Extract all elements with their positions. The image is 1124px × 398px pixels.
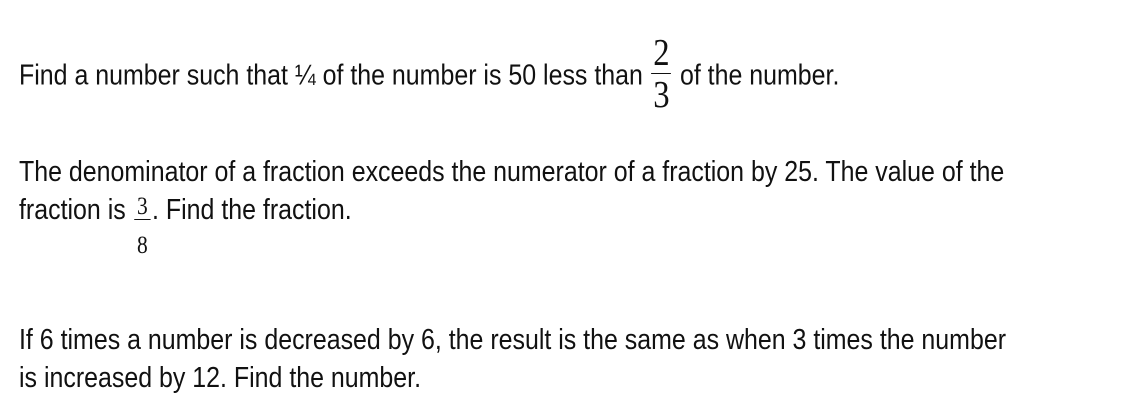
fraction-numerator: 2 [653,32,670,74]
problem-3 [19,321,1006,397]
fraction-three-eighths [134,195,150,258]
problem-2-text-before: fraction is [19,194,126,226]
problem-2-text-after: . Find the fraction. [152,194,352,226]
problem-1-text-before: Find a number such that ¼ of the number is 50 less than [19,59,643,92]
problem-1 [19,32,840,117]
fraction-denominator: 8 [136,232,148,259]
fraction-two-thirds [652,34,672,114]
problem-2-line-1: The denominator of a fraction exceeds the numerator of a fraction by 25. The value of the [19,156,1005,188]
problem-2-line-2 [19,191,1004,259]
fraction-denominator: 3 [653,74,670,116]
problem-2 [19,153,1005,259]
fraction-numerator: 3 [134,195,150,220]
problem-3-line-2: is increased by 12. Find the number. [19,362,422,394]
problem-1-text-after: of the number. [679,59,840,92]
problem-3-line-1: If 6 times a number is decreased by 6, the result is the same as when 3 times the number [19,324,1006,356]
